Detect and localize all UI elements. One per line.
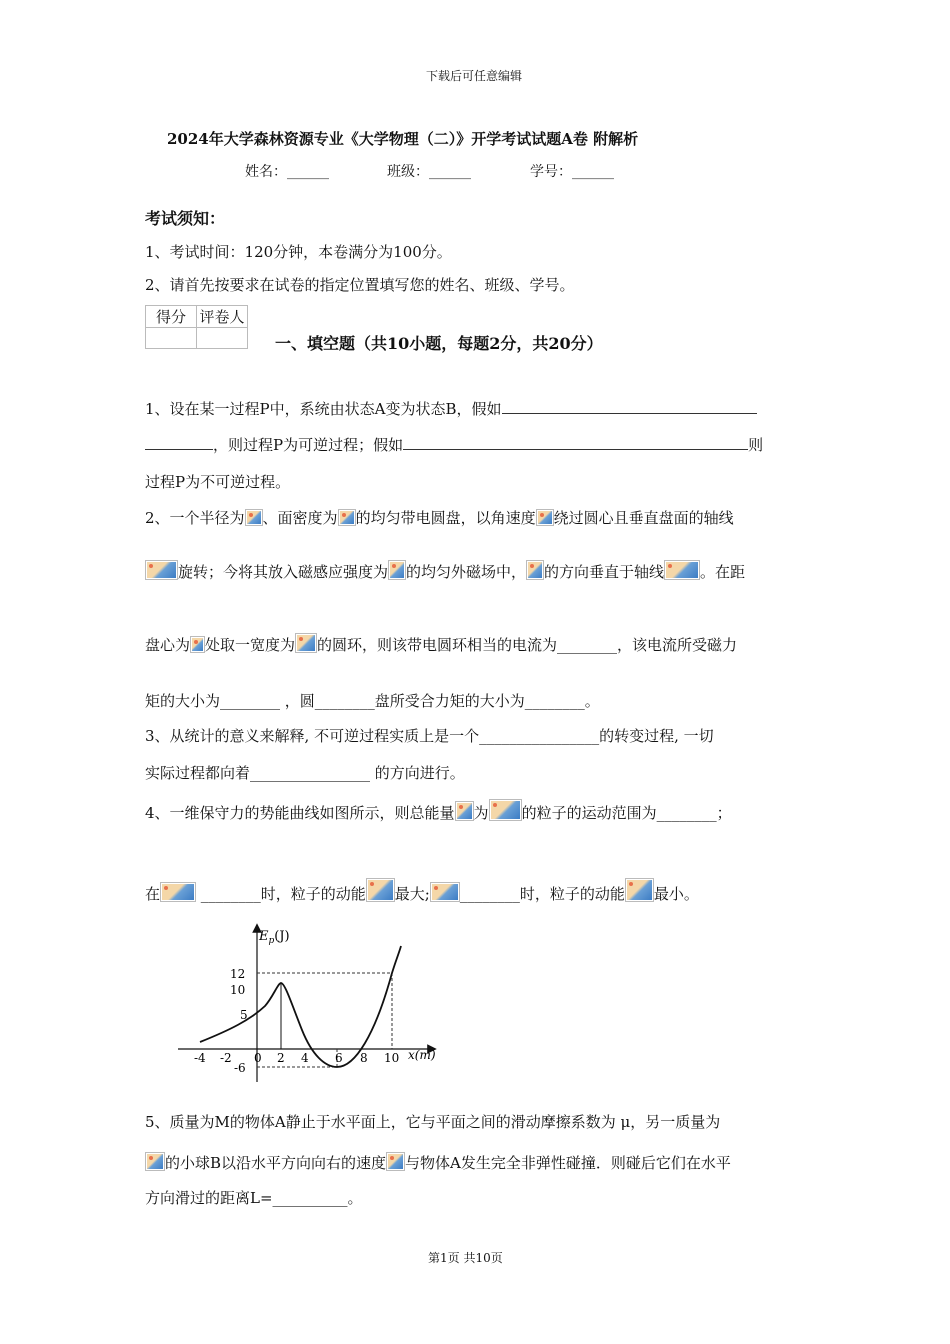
q4-line-1	[145, 799, 732, 823]
grader-cell[interactable]	[197, 328, 248, 349]
xtick-10: 10	[384, 1051, 400, 1065]
formula-image-icon	[190, 636, 205, 653]
formula-image-icon	[489, 799, 522, 821]
formula-image-icon	[664, 560, 700, 580]
score-cell[interactable]	[146, 328, 197, 349]
q3-line-2: 实际过程都向着________________ 的方向进行。	[145, 764, 465, 782]
q4-text: 为	[473, 804, 489, 822]
notice-heading: 考试须知：	[145, 209, 226, 228]
header-note: 下载后可任意编辑	[426, 69, 523, 83]
q1-text-d: 过程P为不可逆过程。	[145, 473, 291, 491]
q1-text-a: 1、设在某一过程P中，系统由状态A变为状态B，假如	[145, 400, 502, 418]
q2-line-3	[145, 633, 737, 655]
score-label: 得分	[146, 306, 197, 328]
xtick-2: 2	[277, 1051, 285, 1065]
formula-image-icon	[366, 878, 395, 902]
q1-text-b: ，则过程P为可逆过程；假如	[213, 436, 404, 454]
xtick-neg2: -2	[220, 1051, 232, 1065]
ytick-5: 5	[240, 1008, 248, 1022]
section-heading: 一、填空题（共10小题，每题2分，共20分）	[275, 334, 603, 353]
q1-line-2	[145, 434, 763, 455]
q2-text: 2、一个半径为	[145, 509, 245, 527]
q1-blank-3[interactable]	[403, 435, 748, 450]
q1-line-1	[145, 398, 757, 419]
formula-image-icon	[245, 509, 263, 526]
xtick-6: 6	[335, 1051, 343, 1065]
q4-line-2	[145, 878, 699, 904]
q4-text: 最小。	[653, 885, 699, 903]
q2-text: 的均匀外磁场中，	[406, 563, 527, 581]
formula-image-icon	[295, 633, 317, 653]
q2-text: 旋转；今将其放入磁感应强度为	[178, 563, 389, 581]
x-axis-label: x(m)	[408, 1048, 436, 1062]
xtick-8: 8	[360, 1051, 368, 1065]
q4-text: 4、一维保守力的势能曲线如图所示，则总能量	[145, 804, 455, 822]
notice-item-1: 1、考试时间：120分钟，本卷满分为100分。	[145, 243, 452, 261]
q4-text: 在	[145, 885, 161, 903]
q2-text: 。在距	[700, 563, 746, 581]
ytick-10: 10	[230, 983, 246, 997]
q4-text: ________时，粒子的动能	[459, 885, 625, 903]
xtick-0: 0	[254, 1051, 262, 1065]
q5-line-1: 5、质量为M的物体A静止于水平面上，它与平面之间的滑动摩擦系数为 μ，另一质量为	[145, 1113, 721, 1131]
q3-line-1: 3、从统计的意义来解释, 不可逆过程实质上是一个________________的转变过程, 一切	[145, 727, 714, 745]
formula-image-icon	[526, 560, 544, 580]
q2-text: 处取一宽度为	[205, 636, 296, 654]
q2-line-1	[145, 507, 734, 528]
formula-image-icon	[145, 560, 178, 580]
ytick-12: 12	[230, 967, 246, 981]
formula-image-icon	[455, 801, 474, 821]
formula-image-icon	[386, 1152, 405, 1171]
q2-text: 绕过圆心且垂直盘面的轴线	[553, 509, 734, 527]
student-id-field[interactable]: 学号：______	[530, 164, 614, 180]
grader-label: 评卷人	[197, 306, 248, 328]
q5-line-2	[145, 1152, 731, 1173]
q1-blank-1[interactable]	[502, 399, 757, 414]
q2-text: 的圆环，则该带电圆环相当的电流为________，该电流所受磁力	[317, 636, 738, 654]
q4-text: ________时，粒子的动能	[196, 885, 366, 903]
exam-title: 2024年大学森林资源专业《大学物理（二）》开学考试试题A卷 附解析	[167, 130, 639, 148]
q2-line-2	[145, 560, 745, 582]
q4-text: 最大;	[394, 885, 430, 903]
xtick-neg4: -4	[194, 1051, 206, 1065]
y-axis-label: $E_p(J)$	[259, 929, 290, 946]
potential-energy-figure	[170, 920, 450, 1090]
notice-item-2: 2、请首先按要求在试卷的指定位置填写您的姓名、班级、学号。	[145, 276, 575, 294]
q2-text: 的方向垂直于轴线	[544, 563, 665, 581]
q1-blank-2[interactable]	[145, 435, 213, 450]
formula-image-icon	[338, 509, 356, 526]
formula-image-icon	[145, 1152, 165, 1171]
name-field[interactable]: 姓名：______	[245, 164, 329, 180]
q5-text: 与物体A发生完全非弹性碰撞．则碰后它们在水平	[405, 1154, 731, 1172]
ytick-neg6: -6	[234, 1061, 246, 1075]
formula-image-icon	[536, 509, 554, 526]
score-box	[145, 305, 248, 349]
q1-text-c: 则	[748, 436, 764, 454]
q5-text: 的小球B以沿水平方向向右的速度	[165, 1154, 387, 1172]
formula-image-icon	[430, 882, 460, 902]
q2-text: 、面密度为	[262, 509, 338, 527]
formula-image-icon	[388, 560, 406, 580]
formula-image-icon	[160, 882, 196, 902]
page-number: 第1页 共10页	[428, 1251, 503, 1265]
q2-text: 盘心为	[145, 636, 191, 654]
class-field[interactable]: 班级：______	[387, 164, 471, 180]
formula-image-icon	[625, 878, 654, 902]
q2-text: 的均匀带电圆盘，以角速度	[355, 509, 536, 527]
xtick-4: 4	[301, 1051, 309, 1065]
q5-line-3: 方向滑过的距离L=__________。	[145, 1189, 363, 1207]
q4-text: 的粒子的运动范围为________；	[521, 804, 732, 822]
q2-line-4: 矩的大小为________ ，圆________盘所受合力矩的大小为________。	[145, 692, 600, 710]
